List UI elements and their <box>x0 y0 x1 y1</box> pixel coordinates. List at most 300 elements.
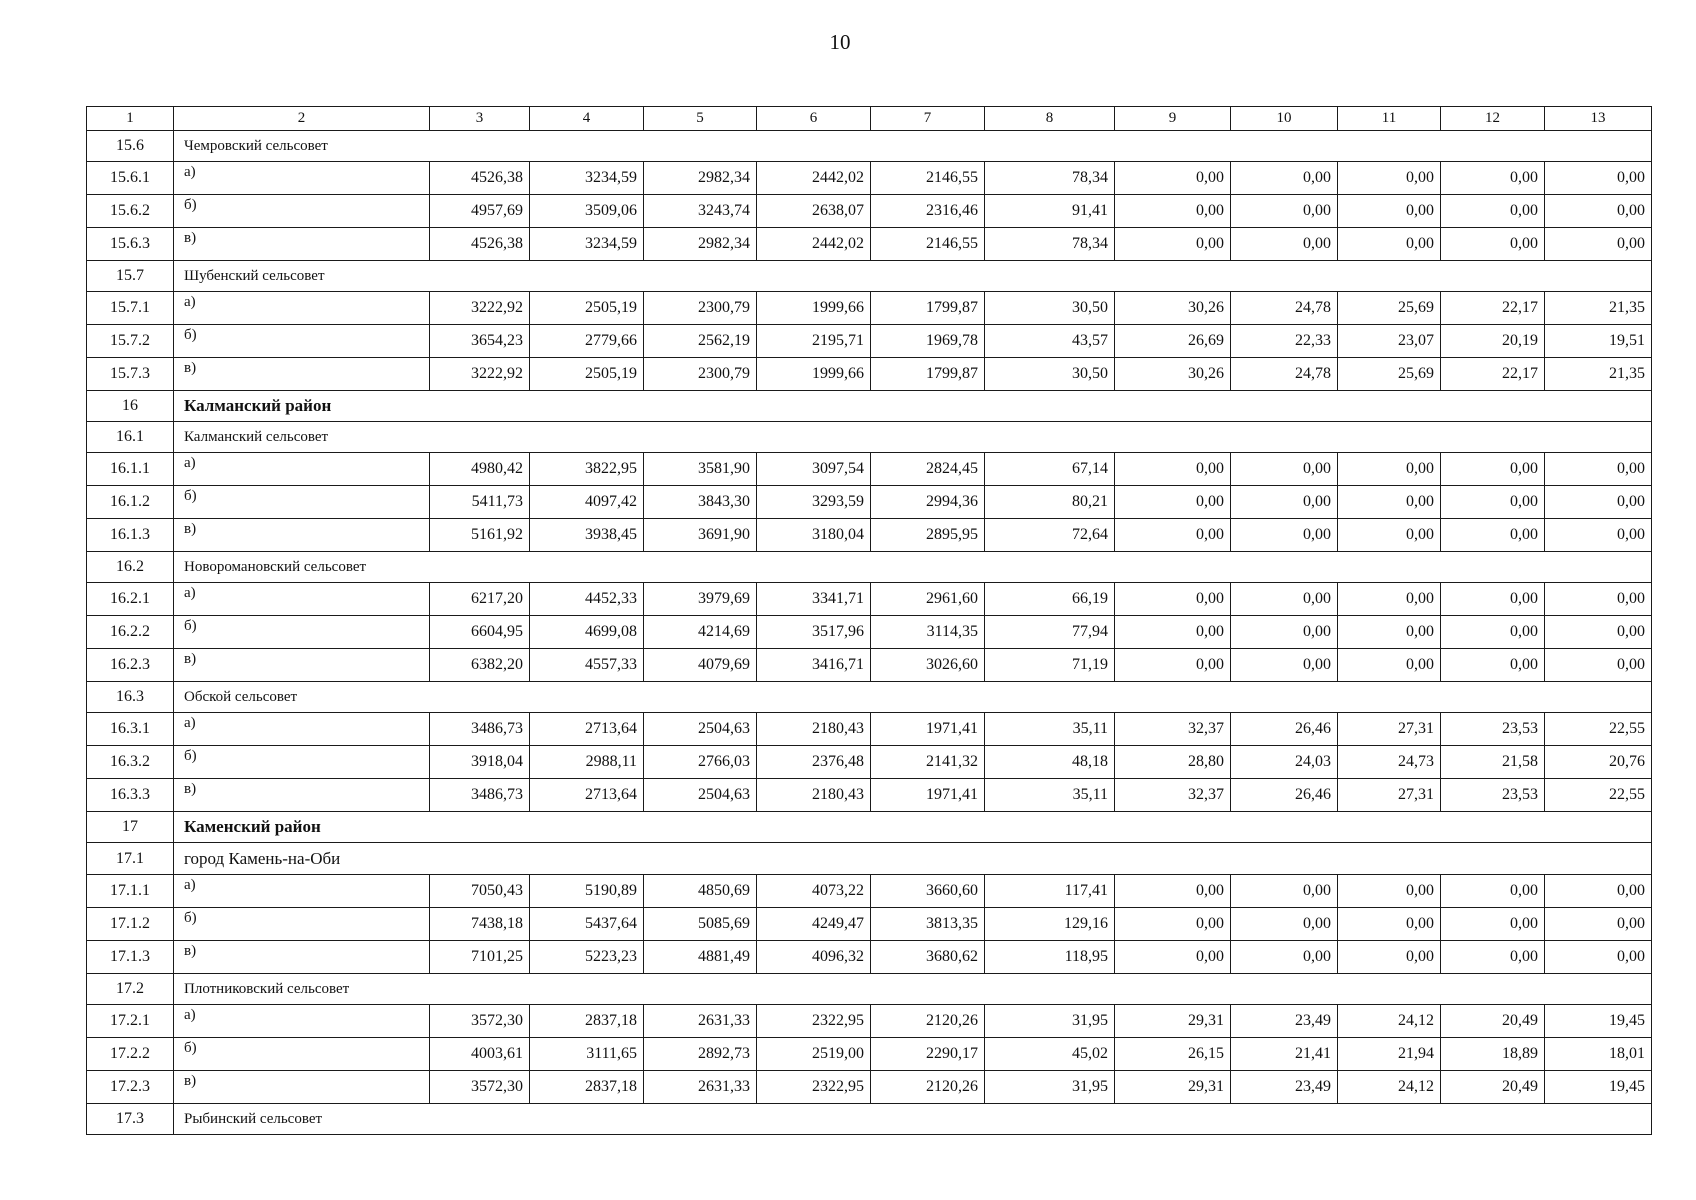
value-cell: 0,00 <box>1338 519 1441 552</box>
value-cell: 2322,95 <box>757 1005 871 1038</box>
value-cell: 0,00 <box>1231 875 1338 908</box>
value-cell: 18,01 <box>1545 1038 1652 1071</box>
value-cell: 0,00 <box>1338 875 1441 908</box>
value-cell: 22,33 <box>1231 325 1338 358</box>
column-number-cell: 13 <box>1545 107 1652 131</box>
value-cell: 2180,43 <box>757 779 871 812</box>
value-cell: 0,00 <box>1115 162 1231 195</box>
row-variant: б) <box>174 486 430 519</box>
row-code: 16.3.3 <box>87 779 174 812</box>
value-cell: 78,34 <box>985 228 1115 261</box>
section-header-row <box>87 261 1652 292</box>
value-cell: 3111,65 <box>530 1038 644 1071</box>
value-cell: 0,00 <box>1545 875 1652 908</box>
row-code: 16.2.1 <box>87 583 174 616</box>
value-cell: 0,00 <box>1441 941 1545 974</box>
row-code: 15.6 <box>87 131 174 162</box>
row-code: 15.7.3 <box>87 358 174 391</box>
value-cell: 5437,64 <box>530 908 644 941</box>
value-cell: 2837,18 <box>530 1071 644 1104</box>
value-cell: 0,00 <box>1545 228 1652 261</box>
value-cell: 3180,04 <box>757 519 871 552</box>
value-cell: 21,35 <box>1545 358 1652 391</box>
value-cell: 91,41 <box>985 195 1115 228</box>
value-cell: 0,00 <box>1115 453 1231 486</box>
row-code: 16.3.2 <box>87 746 174 779</box>
value-cell: 26,15 <box>1115 1038 1231 1071</box>
row-code: 15.7.1 <box>87 292 174 325</box>
value-cell: 24,78 <box>1231 358 1338 391</box>
value-cell: 0,00 <box>1441 875 1545 908</box>
value-cell: 2982,34 <box>644 162 757 195</box>
row-variant: а) <box>174 162 430 195</box>
value-cell: 2442,02 <box>757 162 871 195</box>
value-cell: 3243,74 <box>644 195 757 228</box>
value-cell: 0,00 <box>1115 519 1231 552</box>
row-variant: в) <box>174 649 430 682</box>
row-code: 17.2.2 <box>87 1038 174 1071</box>
value-cell: 35,11 <box>985 713 1115 746</box>
value-cell: 2837,18 <box>530 1005 644 1038</box>
value-cell: 3416,71 <box>757 649 871 682</box>
value-cell: 4881,49 <box>644 941 757 974</box>
value-cell: 2120,26 <box>871 1005 985 1038</box>
value-cell: 32,37 <box>1115 779 1231 812</box>
value-cell: 0,00 <box>1545 908 1652 941</box>
row-code: 17.1.3 <box>87 941 174 974</box>
row-code: 16.2 <box>87 552 174 583</box>
value-cell: 6217,20 <box>430 583 530 616</box>
section-header-row <box>87 974 1652 1005</box>
value-cell: 32,37 <box>1115 713 1231 746</box>
value-cell: 0,00 <box>1441 486 1545 519</box>
value-cell: 2982,34 <box>644 228 757 261</box>
value-cell: 25,69 <box>1338 292 1441 325</box>
table-row <box>87 779 1652 812</box>
value-cell: 1971,41 <box>871 779 985 812</box>
value-cell: 24,78 <box>1231 292 1338 325</box>
row-variant: в) <box>174 1071 430 1104</box>
table-row <box>87 941 1652 974</box>
table-row <box>87 486 1652 519</box>
value-cell: 22,17 <box>1441 292 1545 325</box>
value-cell: 3822,95 <box>530 453 644 486</box>
value-cell: 2895,95 <box>871 519 985 552</box>
value-cell: 0,00 <box>1545 941 1652 974</box>
value-cell: 30,50 <box>985 358 1115 391</box>
value-cell: 2442,02 <box>757 228 871 261</box>
section-title: Плотниковский сельсовет <box>174 974 1652 1005</box>
value-cell: 129,16 <box>985 908 1115 941</box>
value-cell: 25,69 <box>1338 358 1441 391</box>
value-cell: 22,17 <box>1441 358 1545 391</box>
value-cell: 20,76 <box>1545 746 1652 779</box>
table-row <box>87 453 1652 486</box>
value-cell: 1969,78 <box>871 325 985 358</box>
value-cell: 0,00 <box>1231 616 1338 649</box>
table-row <box>87 162 1652 195</box>
section-title: Обской сельсовет <box>174 682 1652 713</box>
tariff-table <box>86 106 1652 1135</box>
row-code: 16.3.1 <box>87 713 174 746</box>
value-cell: 117,41 <box>985 875 1115 908</box>
value-cell: 0,00 <box>1545 486 1652 519</box>
value-cell: 3114,35 <box>871 616 985 649</box>
value-cell: 35,11 <box>985 779 1115 812</box>
row-code: 16.1 <box>87 422 174 453</box>
value-cell: 3691,90 <box>644 519 757 552</box>
column-number-cell: 7 <box>871 107 985 131</box>
value-cell: 0,00 <box>1115 941 1231 974</box>
section-header-row <box>87 843 1652 875</box>
value-cell: 0,00 <box>1115 616 1231 649</box>
value-cell: 21,41 <box>1231 1038 1338 1071</box>
column-number-cell: 6 <box>757 107 871 131</box>
value-cell: 3486,73 <box>430 779 530 812</box>
value-cell: 2713,64 <box>530 713 644 746</box>
row-code: 16.1.2 <box>87 486 174 519</box>
table-row <box>87 1005 1652 1038</box>
value-cell: 0,00 <box>1441 228 1545 261</box>
table-row <box>87 875 1652 908</box>
table-row <box>87 519 1652 552</box>
value-cell: 3581,90 <box>644 453 757 486</box>
value-cell: 3660,60 <box>871 875 985 908</box>
value-cell: 31,95 <box>985 1005 1115 1038</box>
table-row <box>87 713 1652 746</box>
value-cell: 43,57 <box>985 325 1115 358</box>
row-variant: б) <box>174 616 430 649</box>
value-cell: 20,19 <box>1441 325 1545 358</box>
value-cell: 2631,33 <box>644 1071 757 1104</box>
column-number-cell: 10 <box>1231 107 1338 131</box>
table-row <box>87 616 1652 649</box>
value-cell: 23,53 <box>1441 713 1545 746</box>
value-cell: 0,00 <box>1338 453 1441 486</box>
value-cell: 3097,54 <box>757 453 871 486</box>
value-cell: 0,00 <box>1441 519 1545 552</box>
value-cell: 24,73 <box>1338 746 1441 779</box>
value-cell: 0,00 <box>1545 616 1652 649</box>
value-cell: 3234,59 <box>530 228 644 261</box>
value-cell: 2766,03 <box>644 746 757 779</box>
value-cell: 0,00 <box>1441 453 1545 486</box>
value-cell: 4097,42 <box>530 486 644 519</box>
column-number-cell: 8 <box>985 107 1115 131</box>
value-cell: 3222,92 <box>430 358 530 391</box>
value-cell: 3026,60 <box>871 649 985 682</box>
row-code: 15.7.2 <box>87 325 174 358</box>
value-cell: 20,49 <box>1441 1071 1545 1104</box>
value-cell: 4850,69 <box>644 875 757 908</box>
value-cell: 4073,22 <box>757 875 871 908</box>
section-header-row <box>87 131 1652 162</box>
value-cell: 2195,71 <box>757 325 871 358</box>
value-cell: 4096,32 <box>757 941 871 974</box>
value-cell: 18,89 <box>1441 1038 1545 1071</box>
value-cell: 4526,38 <box>430 228 530 261</box>
row-variant: а) <box>174 1005 430 1038</box>
value-cell: 6604,95 <box>430 616 530 649</box>
section-header-row <box>87 1104 1652 1135</box>
row-code: 15.6.3 <box>87 228 174 261</box>
value-cell: 1799,87 <box>871 292 985 325</box>
row-variant: б) <box>174 908 430 941</box>
section-header-row <box>87 552 1652 583</box>
table-row <box>87 746 1652 779</box>
value-cell: 2519,00 <box>757 1038 871 1071</box>
value-cell: 5085,69 <box>644 908 757 941</box>
value-cell: 5223,23 <box>530 941 644 974</box>
value-cell: 2120,26 <box>871 1071 985 1104</box>
value-cell: 0,00 <box>1441 616 1545 649</box>
value-cell: 0,00 <box>1545 649 1652 682</box>
section-title: Калманский сельсовет <box>174 422 1652 453</box>
value-cell: 2994,36 <box>871 486 985 519</box>
value-cell: 77,94 <box>985 616 1115 649</box>
column-number-cell: 4 <box>530 107 644 131</box>
value-cell: 4557,33 <box>530 649 644 682</box>
value-cell: 0,00 <box>1231 583 1338 616</box>
table-row <box>87 195 1652 228</box>
row-code: 17.3 <box>87 1104 174 1135</box>
value-cell: 19,45 <box>1545 1071 1652 1104</box>
value-cell: 2505,19 <box>530 358 644 391</box>
value-cell: 7101,25 <box>430 941 530 974</box>
section-title: Шубенский сельсовет <box>174 261 1652 292</box>
value-cell: 3293,59 <box>757 486 871 519</box>
value-cell: 118,95 <box>985 941 1115 974</box>
table-row <box>87 1071 1652 1104</box>
value-cell: 4214,69 <box>644 616 757 649</box>
value-cell: 2824,45 <box>871 453 985 486</box>
value-cell: 7050,43 <box>430 875 530 908</box>
value-cell: 0,00 <box>1231 228 1338 261</box>
value-cell: 1971,41 <box>871 713 985 746</box>
value-cell: 0,00 <box>1338 616 1441 649</box>
row-code: 16.2.2 <box>87 616 174 649</box>
value-cell: 23,07 <box>1338 325 1441 358</box>
value-cell: 2562,19 <box>644 325 757 358</box>
section-title: город Камень-на-Оби <box>174 843 1652 875</box>
value-cell: 28,80 <box>1115 746 1231 779</box>
table-row <box>87 358 1652 391</box>
row-code: 16.1.1 <box>87 453 174 486</box>
value-cell: 2961,60 <box>871 583 985 616</box>
value-cell: 72,64 <box>985 519 1115 552</box>
value-cell: 0,00 <box>1545 195 1652 228</box>
value-cell: 0,00 <box>1231 195 1338 228</box>
value-cell: 4452,33 <box>530 583 644 616</box>
value-cell: 21,35 <box>1545 292 1652 325</box>
table-row <box>87 292 1652 325</box>
value-cell: 3938,45 <box>530 519 644 552</box>
value-cell: 2631,33 <box>644 1005 757 1038</box>
value-cell: 23,53 <box>1441 779 1545 812</box>
district-title: Каменский район <box>174 812 1652 843</box>
value-cell: 0,00 <box>1441 649 1545 682</box>
value-cell: 0,00 <box>1338 228 1441 261</box>
page-number: 10 <box>829 30 851 54</box>
row-code: 17.2.3 <box>87 1071 174 1104</box>
value-cell: 1799,87 <box>871 358 985 391</box>
value-cell: 3234,59 <box>530 162 644 195</box>
value-cell: 0,00 <box>1338 486 1441 519</box>
row-variant: б) <box>174 195 430 228</box>
value-cell: 0,00 <box>1338 583 1441 616</box>
row-code: 17.2 <box>87 974 174 1005</box>
value-cell: 0,00 <box>1545 519 1652 552</box>
value-cell: 48,18 <box>985 746 1115 779</box>
value-cell: 78,34 <box>985 162 1115 195</box>
value-cell: 4980,42 <box>430 453 530 486</box>
row-variant: б) <box>174 746 430 779</box>
value-cell: 23,49 <box>1231 1005 1338 1038</box>
value-cell: 4249,47 <box>757 908 871 941</box>
value-cell: 2322,95 <box>757 1071 871 1104</box>
row-code: 15.6.2 <box>87 195 174 228</box>
value-cell: 22,55 <box>1545 779 1652 812</box>
value-cell: 0,00 <box>1231 162 1338 195</box>
value-cell: 2146,55 <box>871 162 985 195</box>
section-header-row <box>87 682 1652 713</box>
value-cell: 2638,07 <box>757 195 871 228</box>
row-variant: а) <box>174 453 430 486</box>
value-cell: 3341,71 <box>757 583 871 616</box>
row-variant: в) <box>174 779 430 812</box>
value-cell: 67,14 <box>985 453 1115 486</box>
value-cell: 26,46 <box>1231 713 1338 746</box>
value-cell: 22,55 <box>1545 713 1652 746</box>
row-code: 16 <box>87 391 174 422</box>
value-cell: 1999,66 <box>757 292 871 325</box>
row-code: 16.3 <box>87 682 174 713</box>
value-cell: 30,26 <box>1115 358 1231 391</box>
row-variant: в) <box>174 941 430 974</box>
row-variant: б) <box>174 1038 430 1071</box>
value-cell: 0,00 <box>1231 649 1338 682</box>
value-cell: 30,26 <box>1115 292 1231 325</box>
section-title: Рыбинский сельсовет <box>174 1104 1652 1135</box>
table-row <box>87 583 1652 616</box>
value-cell: 29,31 <box>1115 1005 1231 1038</box>
value-cell: 3222,92 <box>430 292 530 325</box>
value-cell: 21,58 <box>1441 746 1545 779</box>
value-cell: 26,69 <box>1115 325 1231 358</box>
value-cell: 27,31 <box>1338 779 1441 812</box>
row-code: 16.1.3 <box>87 519 174 552</box>
row-code: 17.2.1 <box>87 1005 174 1038</box>
value-cell: 3572,30 <box>430 1005 530 1038</box>
row-variant: в) <box>174 519 430 552</box>
value-cell: 2779,66 <box>530 325 644 358</box>
value-cell: 3979,69 <box>644 583 757 616</box>
value-cell: 2146,55 <box>871 228 985 261</box>
value-cell: 26,46 <box>1231 779 1338 812</box>
row-code: 17.1.1 <box>87 875 174 908</box>
value-cell: 0,00 <box>1231 486 1338 519</box>
value-cell: 30,50 <box>985 292 1115 325</box>
value-cell: 71,19 <box>985 649 1115 682</box>
value-cell: 0,00 <box>1338 195 1441 228</box>
table-row <box>87 1038 1652 1071</box>
row-variant: а) <box>174 713 430 746</box>
value-cell: 0,00 <box>1338 162 1441 195</box>
value-cell: 4699,08 <box>530 616 644 649</box>
value-cell: 3813,35 <box>871 908 985 941</box>
value-cell: 0,00 <box>1545 583 1652 616</box>
value-cell: 0,00 <box>1441 162 1545 195</box>
value-cell: 2300,79 <box>644 358 757 391</box>
value-cell: 0,00 <box>1115 195 1231 228</box>
value-cell: 0,00 <box>1115 908 1231 941</box>
value-cell: 4003,61 <box>430 1038 530 1071</box>
value-cell: 66,19 <box>985 583 1115 616</box>
value-cell: 27,31 <box>1338 713 1441 746</box>
value-cell: 0,00 <box>1338 908 1441 941</box>
value-cell: 3486,73 <box>430 713 530 746</box>
value-cell: 0,00 <box>1231 941 1338 974</box>
value-cell: 5161,92 <box>430 519 530 552</box>
value-cell: 5411,73 <box>430 486 530 519</box>
column-number-cell: 12 <box>1441 107 1545 131</box>
column-number-cell: 1 <box>87 107 174 131</box>
value-cell: 2141,32 <box>871 746 985 779</box>
value-cell: 2180,43 <box>757 713 871 746</box>
row-variant: б) <box>174 325 430 358</box>
value-cell: 3680,62 <box>871 941 985 974</box>
row-code: 15.7 <box>87 261 174 292</box>
value-cell: 3654,23 <box>430 325 530 358</box>
value-cell: 0,00 <box>1115 875 1231 908</box>
value-cell: 0,00 <box>1338 649 1441 682</box>
district-header-row <box>87 391 1652 422</box>
column-number-row <box>87 107 1652 131</box>
value-cell: 80,21 <box>985 486 1115 519</box>
row-variant: в) <box>174 228 430 261</box>
value-cell: 0,00 <box>1115 486 1231 519</box>
row-code: 17.1.2 <box>87 908 174 941</box>
value-cell: 2713,64 <box>530 779 644 812</box>
column-number-cell: 2 <box>174 107 430 131</box>
row-code: 15.6.1 <box>87 162 174 195</box>
section-title: Новоромановский сельсовет <box>174 552 1652 583</box>
column-number-cell: 11 <box>1338 107 1441 131</box>
column-number-cell: 5 <box>644 107 757 131</box>
value-cell: 45,02 <box>985 1038 1115 1071</box>
value-cell: 31,95 <box>985 1071 1115 1104</box>
row-variant: а) <box>174 583 430 616</box>
value-cell: 2892,73 <box>644 1038 757 1071</box>
row-code: 17.1 <box>87 843 174 875</box>
value-cell: 4079,69 <box>644 649 757 682</box>
table-row <box>87 228 1652 261</box>
district-title: Калманский район <box>174 391 1652 422</box>
value-cell: 0,00 <box>1115 649 1231 682</box>
value-cell: 2504,63 <box>644 713 757 746</box>
value-cell: 23,49 <box>1231 1071 1338 1104</box>
value-cell: 0,00 <box>1441 195 1545 228</box>
value-cell: 0,00 <box>1441 908 1545 941</box>
value-cell: 0,00 <box>1545 162 1652 195</box>
value-cell: 2300,79 <box>644 292 757 325</box>
table-body <box>87 107 1652 1135</box>
value-cell: 3843,30 <box>644 486 757 519</box>
value-cell: 0,00 <box>1441 583 1545 616</box>
value-cell: 0,00 <box>1115 228 1231 261</box>
value-cell: 0,00 <box>1338 941 1441 974</box>
value-cell: 2988,11 <box>530 746 644 779</box>
